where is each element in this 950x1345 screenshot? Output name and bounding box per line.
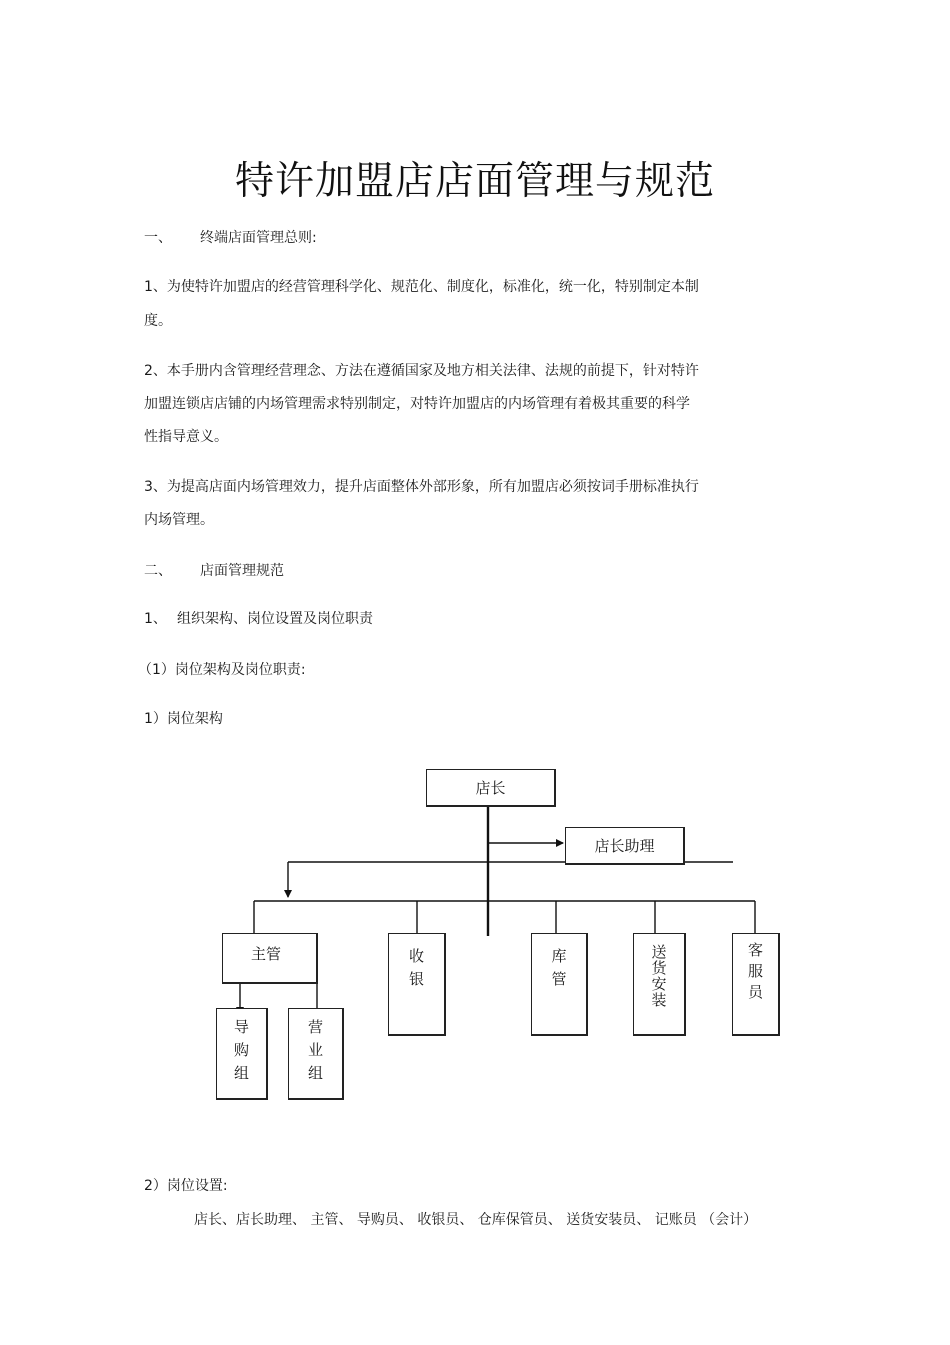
subsection-1b: 1）岗位架构 <box>144 711 223 727</box>
section-2-number: 二、 <box>144 563 172 579</box>
paragraph-3-line-1: 3、为提高店面内场管理效力，提升店面整体外部形象，所有加盟店必须按词手册标准执行 <box>144 479 699 495</box>
subsection-2: 2）岗位设置: <box>144 1178 228 1194</box>
org-box-customer-service <box>732 933 780 1036</box>
subsection-1-text: 组织架构、岗位设置及岗位职责 <box>177 611 373 627</box>
section-1-heading: 终端店面管理总则: <box>200 230 317 246</box>
org-box-warehouse <box>531 933 588 1036</box>
org-label-cashier: 收银 <box>407 948 425 994</box>
org-label-delivery-install: 送货安装 <box>649 944 668 1008</box>
org-label-warehouse: 库管 <box>549 948 568 994</box>
paragraph-2-line-3: 性指导意义。 <box>144 429 228 445</box>
paragraph-2-line-2: 加盟连锁店店铺的内场管理需求特别制定，对特许加盟店的内场管理有着极其重要的科学 <box>144 396 690 412</box>
positions-list: 店长、店长助理、 主管、 导购员、 收银员、 仓库保管员、 送货安装员、 记账员 （会计） <box>194 1212 758 1228</box>
org-box-sales-group <box>288 1008 344 1100</box>
subsection-1a: （1）岗位架构及岗位职责: <box>138 662 306 678</box>
page-title: 特许加盟店店面管理与规范 <box>234 159 715 204</box>
paragraph-3-line-2: 内场管理。 <box>144 512 214 528</box>
org-label-store-manager: 店长 <box>475 779 506 797</box>
org-label-customer-service: 客服员 <box>746 942 764 1005</box>
org-label-assistant-manager: 店长助理 <box>594 837 655 855</box>
org-label-guide-group: 导购组 <box>232 1019 250 1088</box>
org-label-sales-group: 营业组 <box>306 1019 324 1088</box>
paragraph-1-line-2: 度。 <box>144 313 172 329</box>
org-box-store-manager <box>426 769 556 807</box>
org-box-guide-group <box>216 1008 268 1100</box>
org-label-supervisor: 主管 <box>251 945 282 963</box>
section-1-number: 一、 <box>144 230 172 246</box>
org-box-supervisor <box>222 933 318 984</box>
section-2-heading: 店面管理规范 <box>200 563 284 579</box>
org-box-assistant-manager <box>565 827 685 865</box>
paragraph-2-line-1: 2、本手册内含管理经营理念、方法在遵循国家及地方相关法律、法规的前提下，针对特许 <box>144 363 699 379</box>
org-box-delivery-install <box>633 933 686 1036</box>
paragraph-1-line-1: 1、为使特许加盟店的经营管理科学化、规范化、制度化，标准化，统一化，特别制定本制 <box>144 279 699 295</box>
subsection-1-number: 1、 <box>144 611 167 627</box>
org-box-cashier <box>388 933 446 1036</box>
